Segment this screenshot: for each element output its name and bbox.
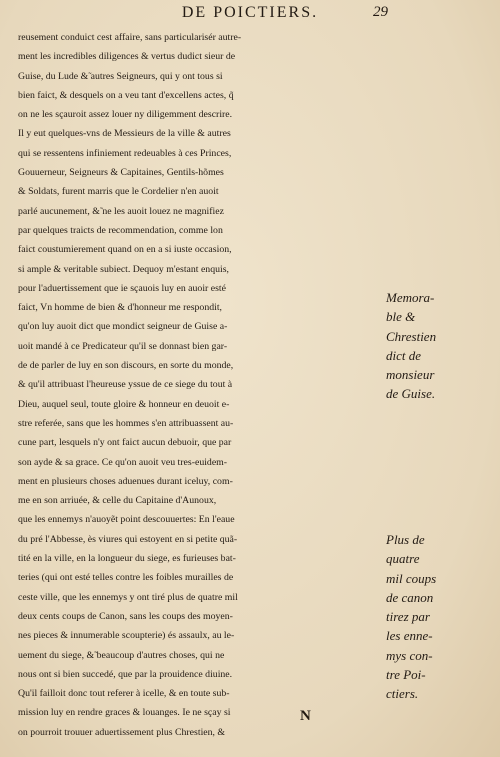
text-line: bien faict, & desquels on a veu tant d'excellens actes, q̃ — [18, 89, 234, 101]
page-number: 29 — [373, 4, 388, 20]
margin-note-line: Chrestien — [386, 328, 437, 344]
text-line: faict, Vn homme de bien & d'honneur me respondit, — [18, 302, 223, 314]
margin-note-line: les enne- — [386, 628, 433, 644]
margin-note-cannon-shots — [386, 530, 486, 704]
margin-note-line: mil coups — [386, 570, 437, 586]
text-line: uoit mandé à ce Predicateur qu'il se donnast bien gar- — [18, 340, 228, 352]
text-line: Qu'il failloit donc tout referer à icelle, & en toute sub- — [18, 688, 230, 700]
margin-note-line: ble & — [386, 309, 416, 325]
text-line: nes pieces & innumerable scoupterie) és assaulx, au le- — [18, 630, 235, 642]
text-line: cune part, lesquels n'y ont faict aucun debuoir, que par — [18, 437, 232, 449]
margin-note-memorable — [386, 288, 486, 404]
text-line: stre referée, sans que les hommes s'en attribuassent au- — [18, 417, 234, 429]
text-line: de de parler de luy en son discours, en sorte du monde, — [18, 360, 234, 372]
text-line: ment les incredibles diligences & vertus dudict sieur de — [18, 51, 236, 63]
text-line: faict coustumierement quand on en a si iuste occasion, — [18, 244, 232, 256]
text-line: qui se ressentens infiniement redeuables à ces Princes, — [18, 147, 232, 159]
text-line: teries (qui ont esté telles contre les foibles murailles de — [18, 572, 234, 584]
text-line: on ne les sçauroit assez louer ny diligemment descrire. — [18, 109, 233, 121]
text-line: qu'on luy auoit dict que mondict seigneur de Guise a- — [18, 321, 228, 333]
body-text — [18, 28, 386, 742]
margin-note-line: tre Poi- — [386, 667, 426, 683]
text-line: nous ont si bien succedé, que par la prouidence diuine. — [18, 668, 233, 680]
text-line: tité en la ville, en la longueur du siege, es furieuses bat- — [18, 553, 236, 565]
margin-note-line: quatre — [386, 551, 420, 567]
margin-note-line: Plus de — [386, 532, 425, 547]
margin-note-line: tirez par — [386, 609, 430, 625]
margin-note-line: dict de — [386, 347, 422, 363]
text-line: son ayde & sa grace. Ce qu'on auoit veu tres-euidem- — [18, 456, 228, 468]
text-line: deux cents coups de Canon, sans les coups des moyen- — [18, 610, 233, 622]
margin-note-line: mys con- — [386, 647, 433, 663]
margin-note-line: monsieur — [386, 367, 435, 383]
text-line: pour l'aduertissement que ie sçauois luy en auoir esté — [18, 282, 226, 294]
running-head — [0, 4, 500, 28]
text-line: reusement conduict cest affaire, sans particularisér autre- — [18, 32, 242, 43]
text-line: mission luy en rendre graces & louanges. Ie ne sçay si — [18, 707, 231, 719]
text-line: Guise, du Lude &̃ autres Seigneurs, qui y ont tous si — [18, 70, 223, 82]
margin-note-line: Memora- — [386, 290, 435, 305]
text-line: Il y eut quelques-vns de Messieurs de la ville & autres — [18, 128, 231, 140]
text-line: on pourroit trouuer aduertissement plus Chrestien, & — [18, 726, 226, 738]
text-line: du pré l'Abbesse, ès viures qui estoyent en si petite quã- — [18, 533, 238, 545]
text-line: par quelques traicts de recommendation, comme lon — [18, 224, 223, 236]
text-line: que les ennemys n'auoyẽt point descouuertes: En l'eaue — [18, 514, 235, 526]
signature-mark: N — [300, 708, 311, 724]
text-line: & qu'il attribuast l'heureuse yssue de ce siege du tout à — [18, 379, 233, 391]
margin-note-line: ctiers. — [386, 686, 419, 702]
text-line: ment en plusieurs choses aduenues durant iceluy, com- — [18, 475, 233, 487]
text-line: uement du siege, &̃ beaucoup d'autres choses, qui ne — [18, 649, 225, 661]
text-line: parlé aucunement, &̃ ne les auoit louez ne magnifiez — [18, 205, 224, 217]
running-title: DE POICTIERS. — [181, 4, 319, 21]
text-line: Gouuerneur, Seigneurs & Capitaines, Gentils-hõmes — [18, 167, 224, 179]
margin-note-line: de Guise. — [386, 386, 436, 402]
text-line: & Soldats, furent marris que le Cordelier n'en auoit — [18, 186, 219, 198]
text-line: me en son arriuée, & celle du Capitaine d'Aunoux, — [18, 495, 217, 507]
text-line: ceste ville, que les ennemys y ont tiré plus de quatre mil — [18, 591, 238, 603]
margin-note-line: de canon — [386, 589, 434, 605]
text-line: si ample & veritable subiect. Dequoy m'estant enquis, — [18, 263, 229, 275]
text-line: Dieu, auquel seul, toute gloire & honneur en deuoit e- — [18, 398, 230, 410]
